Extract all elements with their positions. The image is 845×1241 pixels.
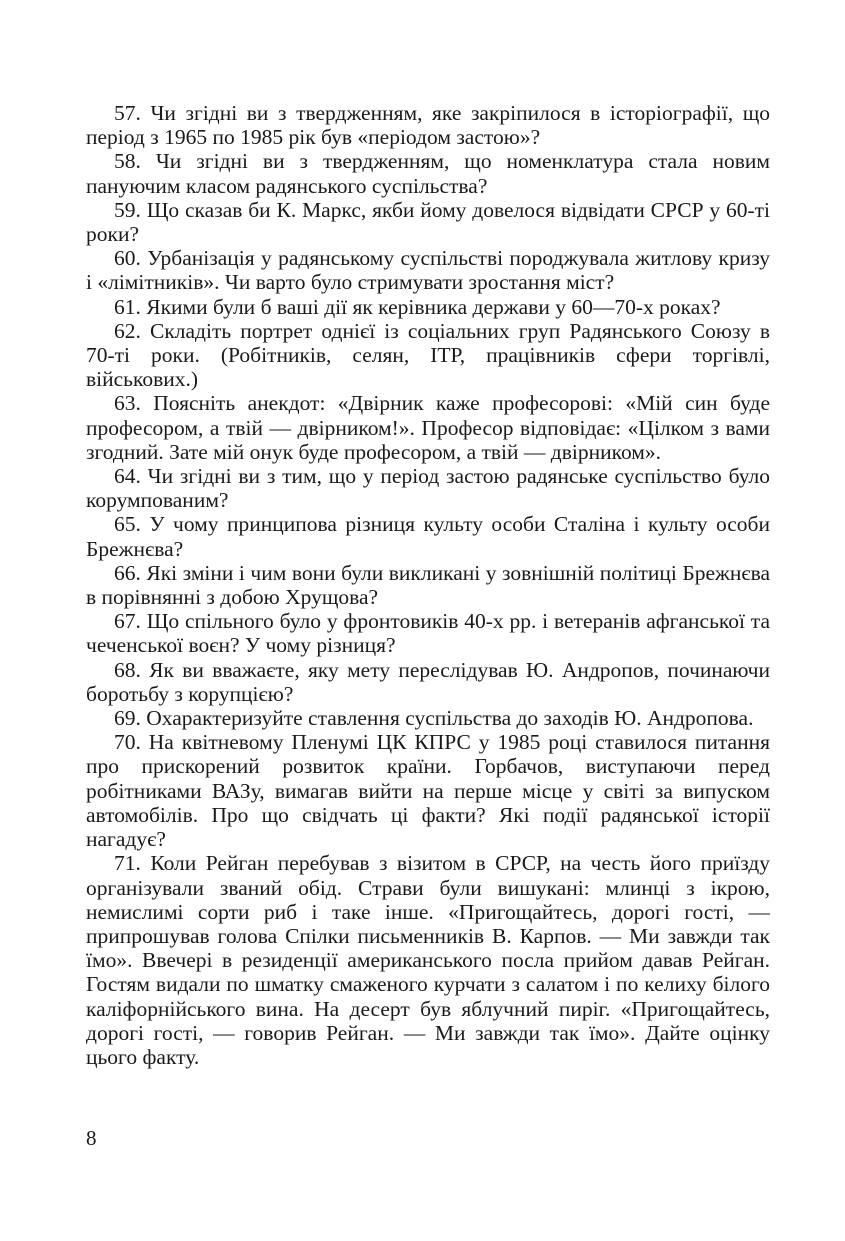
question-59: 59. Що сказав би К. Маркс, якби йому довелося відвідати СРСР у 60-ті роки? xyxy=(86,197,770,247)
question-64: 64. Чи згідні ви з тим, що у період застою радянське суспільство було корумпованим? xyxy=(86,464,770,513)
question-68: 68. Як ви вважаєте, яку мету переслідував Ю. Андропов, починаючи боротьбу з корупцією? xyxy=(86,657,770,706)
question-69: 69. Охарактеризуйте ставлення суспільства до заходів Ю. Андропова. xyxy=(114,706,754,731)
question-71: 71. Коли Рейган перебував з візитом в СРСР, на честь його приїзду організували званий обід. Страви були вишукані: млинці з ікрою, немислимі сорти риб і таке інше. «Пригощайтесь, дорогі гості, — припрошував голова Спілки письменників В. Карпов. — Ми завжди так їмо». Ввечері в резиденції американського посла прийом давав Рейган. Гостям видали по шматку смаженого курчати з салатом і по келиху білого каліфорнійського вина. На десерт був яблучний пиріг. «Пригощайтесь, дорогі гості, — говорив Рейган. — Ми завжди так їмо». Дайте оцінку цього факту. xyxy=(86,851,770,1069)
question-65: 65. У чому принципова різниця культу особи Сталіна і культу особи Брежнєва? xyxy=(86,512,770,561)
question-61: 61. Якими були б ваші дії як керівника держави у 60—70-х роках? xyxy=(114,294,721,319)
question-57: 57. Чи згідні ви з твердженням, яке закріпилося в історіографії, що період з 1965 по 1985 рік був «періодом застою»? xyxy=(86,101,770,150)
question-list xyxy=(86,101,770,1069)
question-63: 63. Поясніть анекдот: «Двірник каже професорові: «Мій син буде професором, а твій — двірником!». Професор відповідає: «Цілком з вами згодний. Зате мій онук буде професором, а твій — двірником». xyxy=(86,391,770,464)
question-60: 60. Урбанізація у радянському суспільстві породжувала житлову кризу і «лімітників». Чи варто було стримувати зростання міст? xyxy=(86,246,770,295)
page-number: 8 xyxy=(86,1126,97,1150)
question-58: 58. Чи згідні ви з твердженням, що номенклатура стала новим пануючим класом радянського суспільства? xyxy=(86,149,770,198)
question-66: 66. Які зміни і чим вони були викликані у зовнішній політиці Брежнєва в порівнянні з добою Хрущова? xyxy=(86,560,770,610)
question-62: 62. Складіть портрет однієї із соціальних груп Радянського Союзу в 70-ті роки. (Робітників, селян, ІТР, працівників сфери торгівлі, військових.) xyxy=(86,318,770,392)
question-67: 67. Що спільного було у фронтовиків 40-х рр. і ветеранів афганської та чеченської воєн? У чому різниця? xyxy=(86,609,770,658)
question-70: 70. На квітневому Пленумі ЦК КПРС у 1985 році ставилося питання про прискорений розвиток країни. Горбачов, виступаючи перед робітниками ВАЗу, вимагав вийти на перше місце у світі за випуском автомобілів. Про що свідчать ці факти? Які події радянської історії нагадує? xyxy=(86,730,770,852)
